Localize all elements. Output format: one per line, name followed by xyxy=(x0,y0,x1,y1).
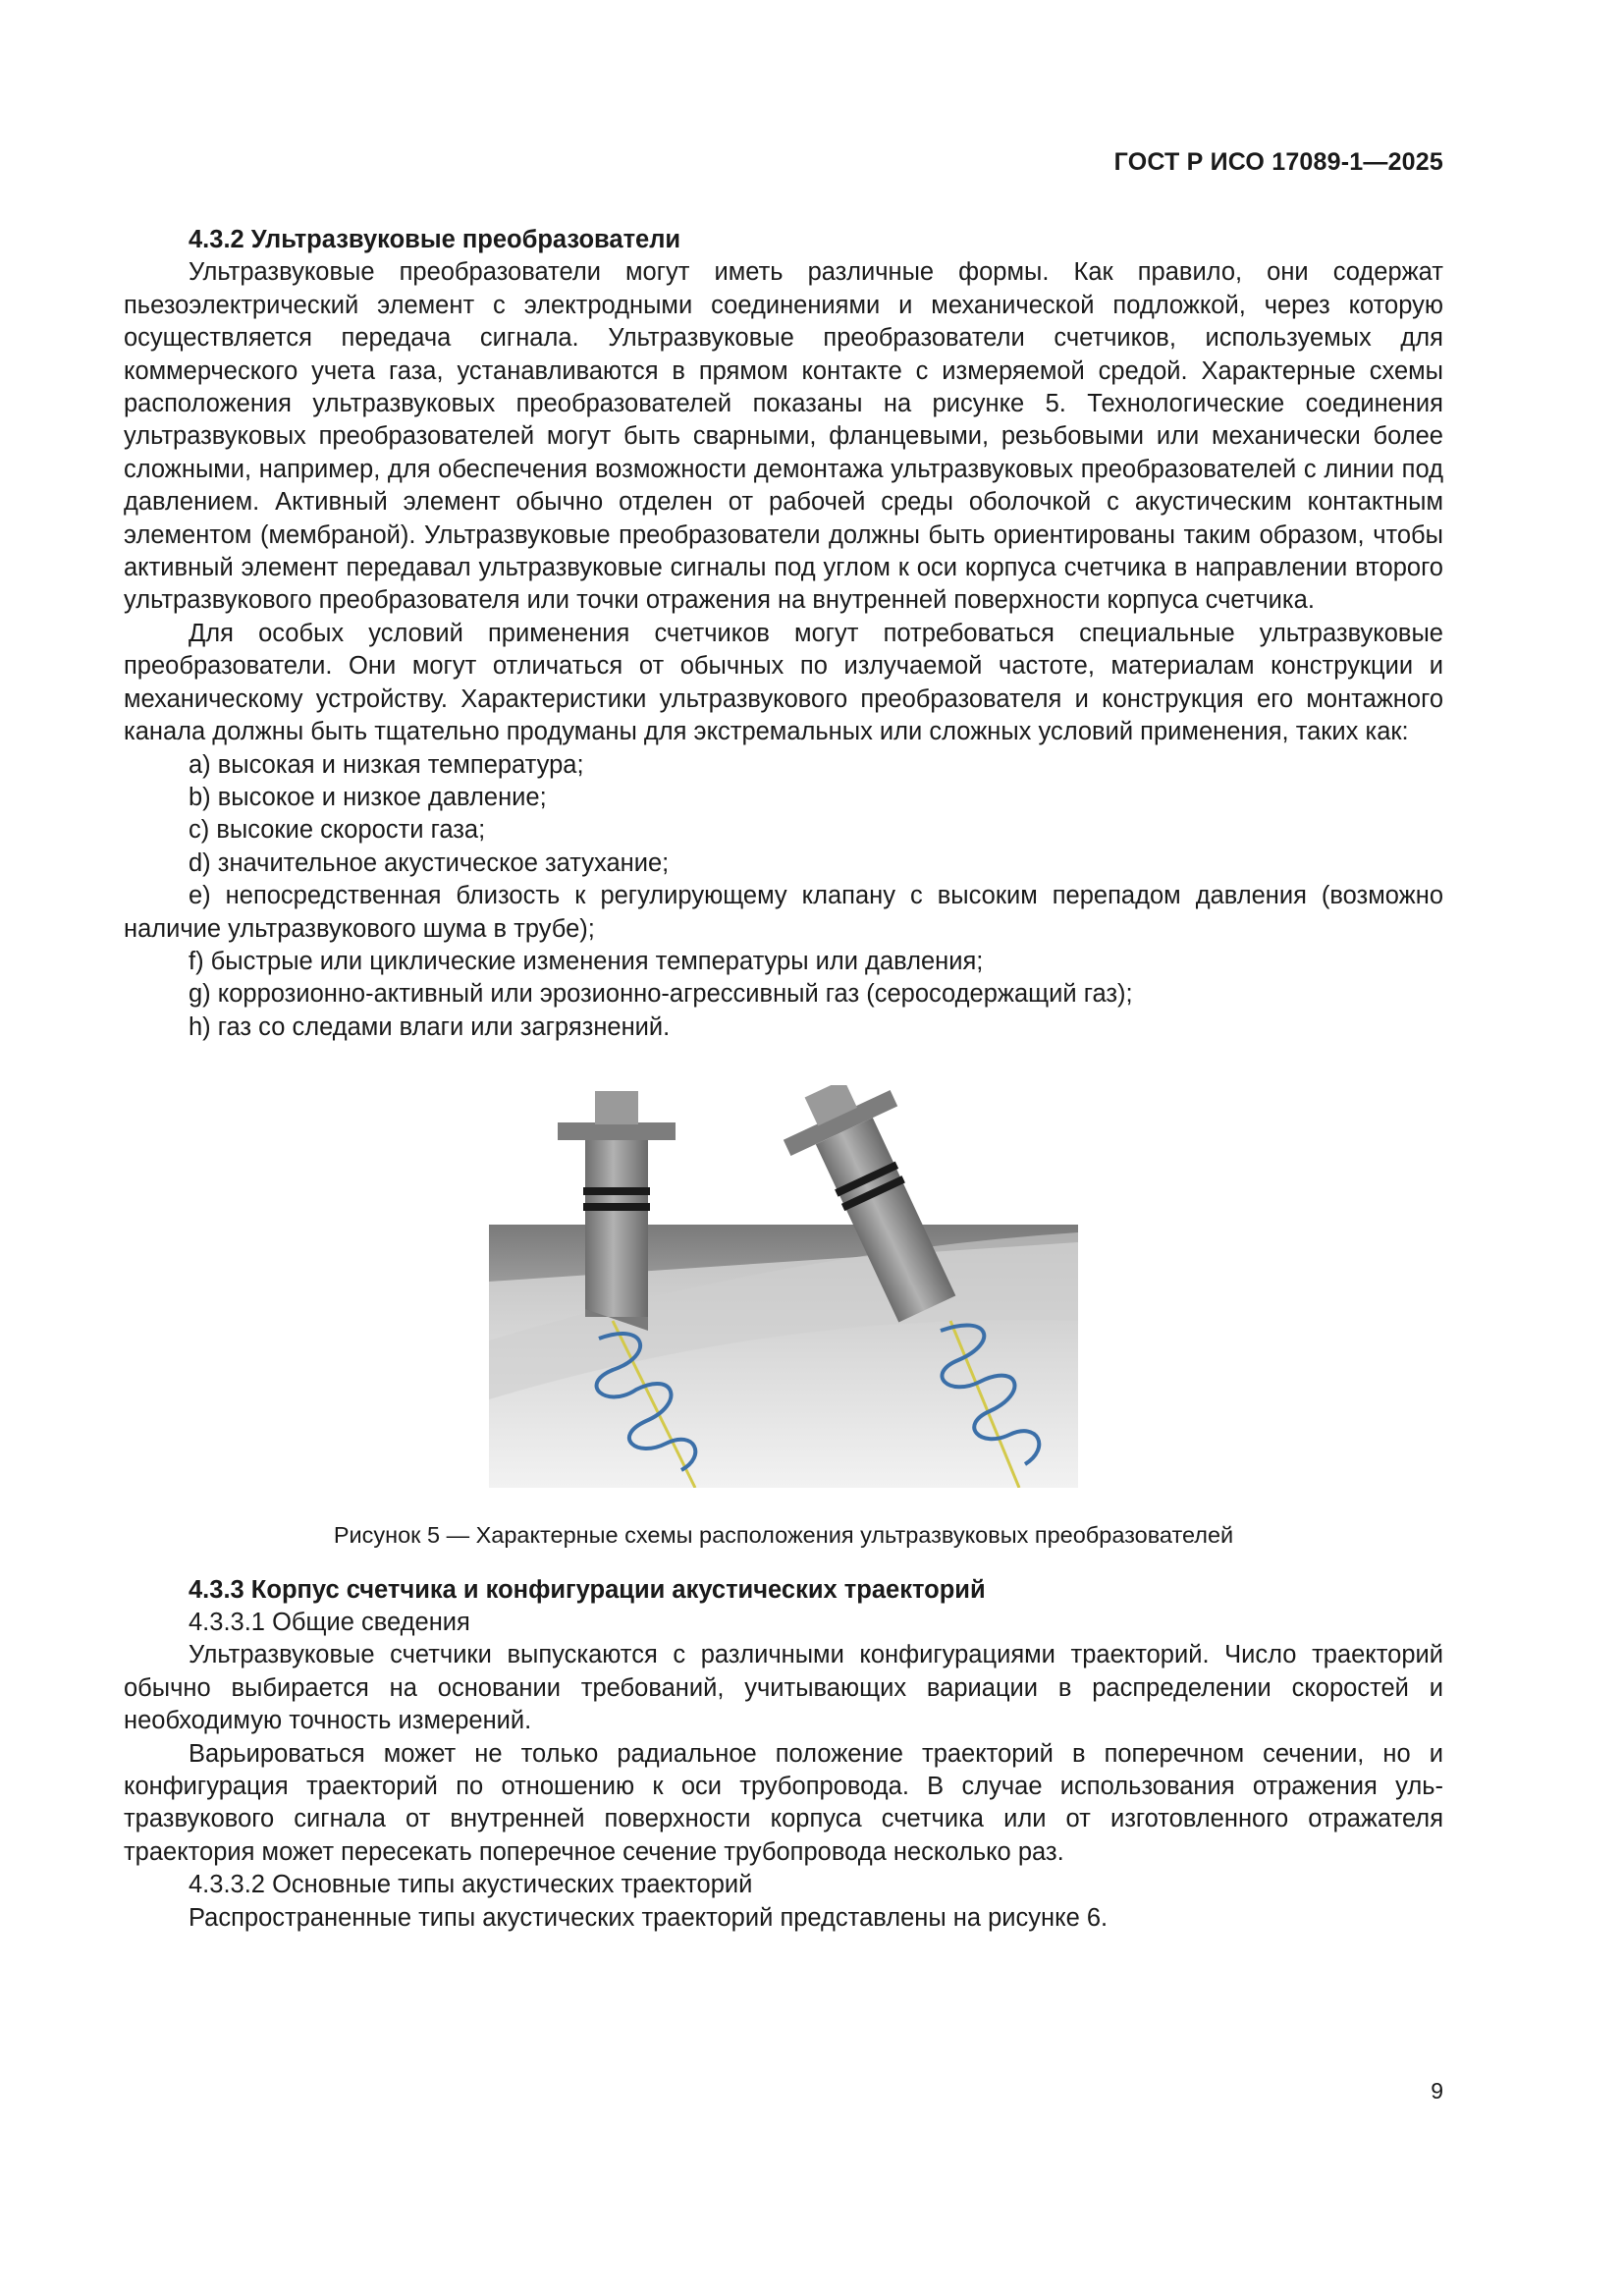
list-item: b) высокое и низкое давление; xyxy=(189,783,547,811)
page-number: 9 xyxy=(1431,2078,1443,2104)
subsection-4-3-3-1-title: 4.3.3.1 Общие сведения xyxy=(189,1608,470,1636)
paragraph: Ультразвуковые счетчики выпускаются с различными конфигурациями траекторий. Число траекторий обычно выбирается на основании требований, учитывающих вариации в распределении скоростей и необходимую точность измерений. xyxy=(124,1641,1443,1735)
paragraph: Варьироваться может не только радиальное положение траекторий в поперечном сечении, но и конфигурация траекторий по отношению к оси трубопровода. В случае использования отражения ультразвукового сигнала от внутренней поверхности корпуса счетчика или от изготовленного отражателя траектория может пересекать поперечное сечение трубопровода несколько раз. xyxy=(124,1739,1443,1866)
document-code-header: ГОСТ Р ИСО 17089-1—2025 xyxy=(1113,148,1443,176)
figure-5 xyxy=(124,1085,1443,1488)
subsection-4-3-3-2-title: 4.3.3.2 Основные типы акустических траекторий xyxy=(189,1871,753,1899)
section-4-3-3-title: 4.3.3 Корпус счетчика и конфигурации акустических траекторий xyxy=(189,1575,986,1604)
list-item: h) газ со следами влаги или загрязнений. xyxy=(189,1012,671,1041)
list-item: d) значительное акустическое затухание; xyxy=(189,848,670,877)
paragraph: Ультразвуковые преобразователи могут иметь различные формы. Как правило, они содержат пьезоэлектрический элемент с электродными соединениями и механической подложкой, через которую осуществляется передача сигнала. Ультразвуковые преобразователи счетчиков, используемых для коммерческого учета газа, устанавливаются в прямом контакте с измеряемой средой. Характерные схемы расположения ультразвуковых преобразователей показаны на рисунке 5. Технологические соединения ультразвуковых преобразователей могут быть сварными, фланцевыми, резьбовыми или механически более сложными, например, для обеспечения возможности демонтажа ультразвуковых преобразователей с линии под давлением. Активный элемент обычно отделен от рабочей среды оболочкой с акустическим контактным элементом (мембраной). Ультразвуковые преобразователи должны быть ориентированы таким образом, чтобы активный элемент передавал ультразвуковые сигналы под углом к оси корпуса счетчика в направлении второго ультразвукового преобразователя или точки отражения на внутренней поверхности корпуса счетчика. xyxy=(124,258,1443,615)
list-item: c) высокие скорости газа; xyxy=(189,816,486,845)
section-4-3-2-title: 4.3.2 Ультразвуковые преобразователи xyxy=(189,226,681,253)
paragraph: Распространенные типы акустических траекторий представлены на рисунке 6. xyxy=(189,1903,1109,1932)
list-item: e) непосредственная близость к регулирующему клапану с высоким перепадом давления (возможно наличие ультразвукового шума в трубе); xyxy=(124,882,1443,943)
list-item: a) высокая и низкая температура; xyxy=(189,750,584,779)
page-content xyxy=(124,224,1443,1935)
list-item: g) коррозионно-активный или эрозионно-агрессивный газ (серосодержащий газ); xyxy=(189,980,1133,1009)
figure-5-caption: Рисунок 5 — Характерные схемы расположения ультразвуковых преобразователей xyxy=(333,1522,1234,1549)
list-item: f) быстрые или циклические изменения температуры или давления; xyxy=(189,947,984,975)
paragraph: Для особых условий применения счетчиков могут потребоваться специальные ультразвуковые преобразователи. Они могут отличаться от обычных по излучаемой частоте, материалам конструкции и механическому устройству. Характеристики ультразвукового преобразователя и конструкция его монтажного канала должны быть тщательно продуманы для экстремальных или сложных условий применения, таких как: xyxy=(124,619,1443,746)
transducer-illustration xyxy=(489,1085,1078,1488)
